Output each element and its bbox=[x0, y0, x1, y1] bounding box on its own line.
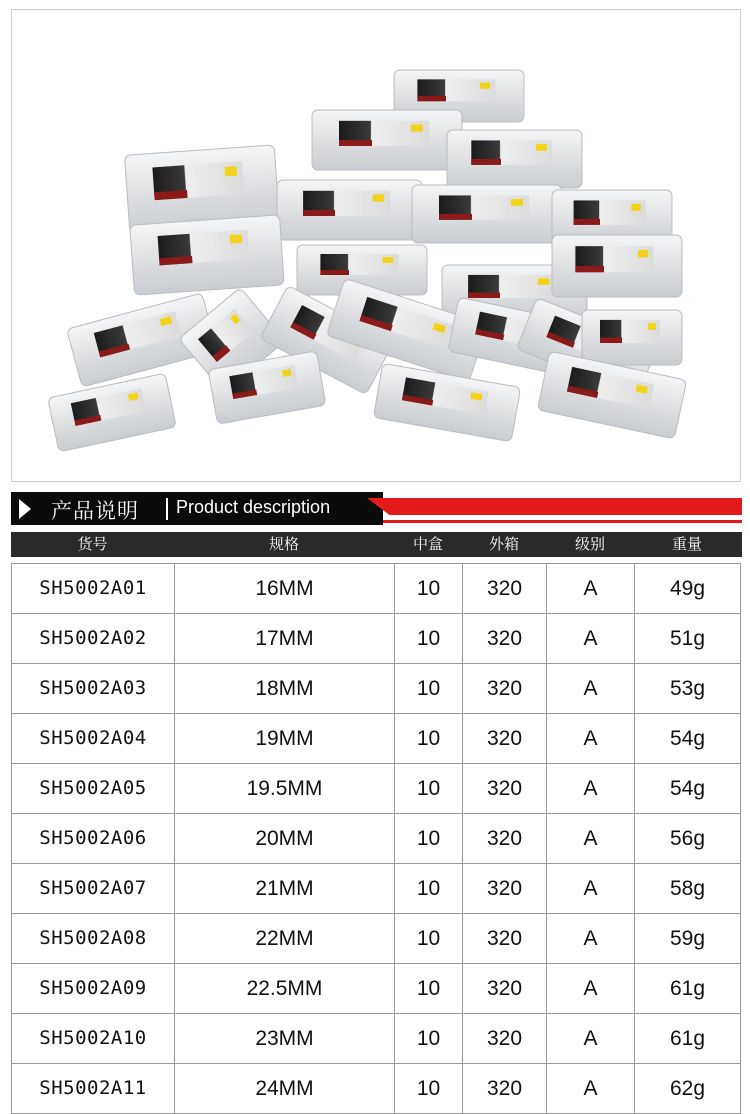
cell-grade: A bbox=[547, 914, 635, 963]
cell-weight: 62g bbox=[635, 1064, 741, 1113]
cell-inner-box: 10 bbox=[395, 764, 463, 813]
product-photo bbox=[11, 9, 741, 482]
cell-outer-carton: 320 bbox=[463, 614, 547, 663]
column-header-outer-carton: 外箱 bbox=[488, 535, 519, 553]
cell-weight: 59g bbox=[635, 914, 741, 963]
cell-outer-carton: 320 bbox=[463, 914, 547, 963]
cell-item-no: SH5002A09 bbox=[12, 964, 175, 1013]
column-header-grade: 级别 bbox=[574, 535, 605, 553]
cell-item-no: SH5002A07 bbox=[12, 864, 175, 913]
header-red-stripe bbox=[367, 498, 742, 515]
cell-spec: 19MM bbox=[175, 714, 395, 763]
table-row bbox=[12, 814, 741, 864]
cell-weight: 58g bbox=[635, 864, 741, 913]
title-divider bbox=[166, 498, 168, 520]
cell-inner-box: 10 bbox=[395, 664, 463, 713]
product-box bbox=[447, 130, 582, 188]
cell-inner-box: 10 bbox=[395, 814, 463, 863]
cell-spec: 18MM bbox=[175, 664, 395, 713]
cell-inner-box: 10 bbox=[395, 964, 463, 1013]
cell-grade: A bbox=[547, 714, 635, 763]
cell-outer-carton: 320 bbox=[463, 764, 547, 813]
table-row bbox=[12, 864, 741, 914]
cell-grade: A bbox=[547, 764, 635, 813]
cell-weight: 56g bbox=[635, 814, 741, 863]
cell-item-no: SH5002A10 bbox=[12, 1014, 175, 1063]
column-header-inner-box: 中盒 bbox=[412, 535, 443, 553]
cell-item-no: SH5002A05 bbox=[12, 764, 175, 813]
table-row bbox=[12, 1064, 741, 1114]
section-title-cn: 产品说明 bbox=[51, 499, 139, 523]
table-row bbox=[12, 714, 741, 764]
cell-grade: A bbox=[547, 664, 635, 713]
cell-weight: 54g bbox=[635, 764, 741, 813]
cell-spec: 16MM bbox=[175, 564, 395, 613]
cell-grade: A bbox=[547, 1014, 635, 1063]
cell-spec: 24MM bbox=[175, 1064, 395, 1113]
header-red-line bbox=[383, 520, 742, 523]
cell-outer-carton: 320 bbox=[463, 564, 547, 613]
cell-grade: A bbox=[547, 964, 635, 1013]
cell-inner-box: 10 bbox=[395, 564, 463, 613]
product-table bbox=[11, 563, 741, 1114]
cell-inner-box: 10 bbox=[395, 914, 463, 963]
table-row bbox=[12, 914, 741, 964]
play-arrow-icon bbox=[19, 499, 31, 519]
cell-weight: 61g bbox=[635, 964, 741, 1013]
table-row bbox=[12, 964, 741, 1014]
cell-outer-carton: 320 bbox=[463, 1014, 547, 1063]
cell-weight: 51g bbox=[635, 614, 741, 663]
cell-grade: A bbox=[547, 814, 635, 863]
table-header bbox=[11, 532, 742, 557]
section-title-en: Product description bbox=[176, 497, 331, 517]
cell-inner-box: 10 bbox=[395, 1014, 463, 1063]
cell-spec: 17MM bbox=[175, 614, 395, 663]
cell-outer-carton: 320 bbox=[463, 864, 547, 913]
cell-outer-carton: 320 bbox=[463, 664, 547, 713]
cell-inner-box: 10 bbox=[395, 1064, 463, 1113]
cell-item-no: SH5002A08 bbox=[12, 914, 175, 963]
cell-item-no: SH5002A06 bbox=[12, 814, 175, 863]
cell-weight: 53g bbox=[635, 664, 741, 713]
section-header bbox=[11, 492, 742, 525]
product-box bbox=[277, 180, 422, 240]
cell-inner-box: 10 bbox=[395, 614, 463, 663]
cell-item-no: SH5002A04 bbox=[12, 714, 175, 763]
cell-grade: A bbox=[547, 564, 635, 613]
cell-grade: A bbox=[547, 864, 635, 913]
product-boxes-illustration bbox=[12, 10, 740, 481]
cell-item-no: SH5002A03 bbox=[12, 664, 175, 713]
column-header-item-no: 货号 bbox=[77, 535, 108, 553]
table-row bbox=[12, 614, 741, 664]
cell-outer-carton: 320 bbox=[463, 1064, 547, 1113]
cell-spec: 23MM bbox=[175, 1014, 395, 1063]
cell-weight: 54g bbox=[635, 714, 741, 763]
cell-item-no: SH5002A01 bbox=[12, 564, 175, 613]
cell-spec: 21MM bbox=[175, 864, 395, 913]
cell-spec: 20MM bbox=[175, 814, 395, 863]
product-box bbox=[312, 110, 462, 170]
cell-outer-carton: 320 bbox=[463, 814, 547, 863]
cell-grade: A bbox=[547, 614, 635, 663]
product-box bbox=[130, 215, 285, 295]
cell-outer-carton: 320 bbox=[463, 714, 547, 763]
product-box bbox=[412, 185, 562, 243]
cell-item-no: SH5002A11 bbox=[12, 1064, 175, 1113]
product-box bbox=[48, 373, 177, 452]
cell-outer-carton: 320 bbox=[463, 964, 547, 1013]
cell-spec: 22.5MM bbox=[175, 964, 395, 1013]
table-row bbox=[12, 564, 741, 614]
cell-item-no: SH5002A02 bbox=[12, 614, 175, 663]
cell-weight: 61g bbox=[635, 1014, 741, 1063]
product-box bbox=[373, 363, 520, 441]
column-header-spec: 规格 bbox=[268, 535, 299, 553]
product-box bbox=[552, 235, 682, 297]
cell-grade: A bbox=[547, 1064, 635, 1113]
cell-inner-box: 10 bbox=[395, 864, 463, 913]
cell-weight: 49g bbox=[635, 564, 741, 613]
product-box bbox=[582, 310, 682, 365]
cell-spec: 22MM bbox=[175, 914, 395, 963]
table-row bbox=[12, 764, 741, 814]
table-row bbox=[12, 664, 741, 714]
cell-spec: 19.5MM bbox=[175, 764, 395, 813]
column-header-weight: 重量 bbox=[671, 535, 702, 553]
table-row bbox=[12, 1014, 741, 1064]
cell-inner-box: 10 bbox=[395, 714, 463, 763]
